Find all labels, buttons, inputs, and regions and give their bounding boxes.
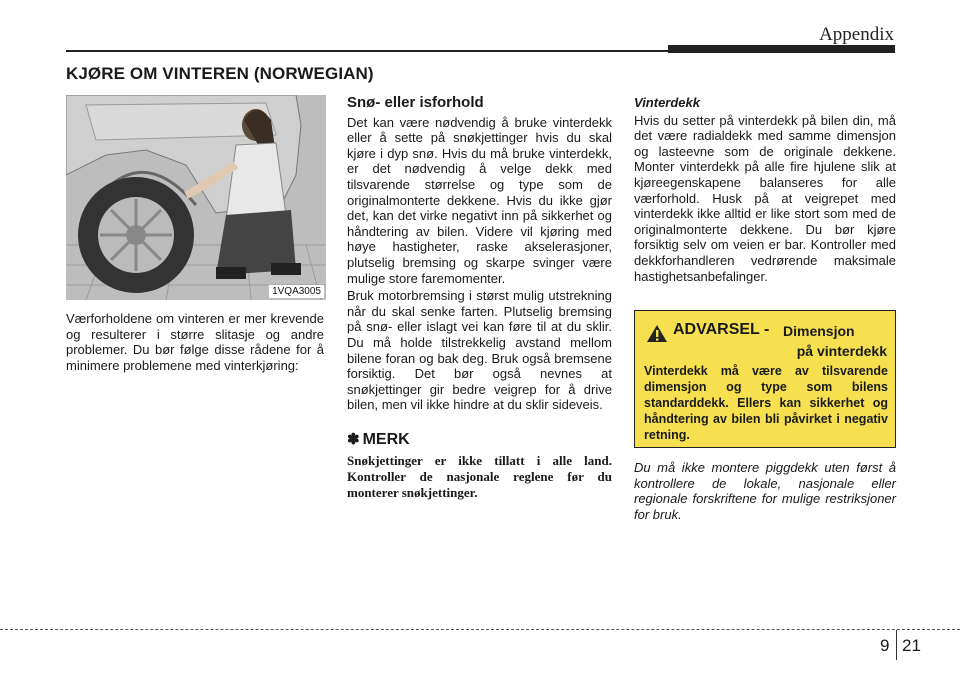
footer-rule — [0, 629, 960, 630]
warning-text: Vinterdekk må være av tilsvarende dimensjon og type som bilens standarddekk. Ellers kan sikkerhet og håndtering av bilen bli påvirket i negativ retning. — [644, 364, 888, 442]
snow-ice-paragraph-1: Det kan være nødvendig å bruke vinterdekk eller å sette på snøkjettinger hvis du skal kjøre i dyp snø. Hvis du må bruke vinterdekk, er det nødvendig å velge dekk med tilsvarende størrelse og type som de originalmonterte dekkene. Hvis du ikke gjør det, kan det virke negativt inn på sikkerhet og håndtering av bilen. Videre vil kjøring med høye hastigheter, raske akselerasjoner, plutselig bremsing og skarpe svinger være mulige store faremomenter. — [347, 114, 612, 286]
warning-box — [634, 310, 896, 448]
warning-triangle-icon — [646, 324, 668, 343]
winter-tire-heading: Vinterdekk — [634, 95, 700, 110]
note-heading-label: MERK — [362, 430, 410, 448]
footer-separator — [896, 630, 897, 660]
header-bar — [668, 45, 895, 53]
page-title: KJØRE OM VINTEREN (NORWEGIAN) — [66, 64, 374, 83]
column-3 — [634, 95, 896, 284]
column-2 — [347, 95, 612, 501]
note-asterisk-icon: ✽ — [347, 430, 360, 448]
snow-ice-paragraph-2: Bruk motorbremsing i størst mulig utstrekning når du skal senke farten. Plutselig bremsing på snø- eller islagt vei kan føre til at du sklir. Du må holde tilstrekkelig avstand mellom bilene foran og bak deg. Bruk også bremsene forsiktig. Det bør også nevnes at snøkjettinger gir bedre veigrep for å drive bilen, men vil ikke hindre at du sklir sideveis. — [347, 288, 612, 413]
studded-tire-note: Du må ikke montere piggdekk uten først å kontrollere de lokale, nasjonale eller regionale forskriftene for mulige restriksjoner for bruk. — [634, 460, 896, 522]
warning-title: ADVARSEL - — [673, 321, 770, 338]
winter-tire-paragraph: Hvis du setter på vinterdekk på bilen din, må det være radialdekk med samme dimensjon og lasteevne som de originale dekkene. Monter vinterdekk på alle fire hjulene slik at kjøreegenskapene balanseres for alle værforhold. Husk på at veigrepet med vinterdekk ikke alltid er like stort som med de originalmonterte dekkene. Du bør kjøre forsiktig selv om veien er bar. Kontroller med dekkforhandleren vedrørende maksimale hastighetsanbefalinger. — [634, 112, 896, 284]
note-heading — [347, 432, 612, 448]
figure-photo — [66, 95, 326, 300]
tire-illustration — [66, 95, 326, 300]
column-1 — [66, 311, 324, 373]
snow-ice-heading: Snø- eller isforhold — [347, 94, 484, 111]
warning-subtitle-2: på vinterdekk — [796, 343, 887, 359]
header-rule — [66, 50, 668, 52]
page-number: 21 — [902, 636, 921, 655]
note-text: Snøkjettinger er ikke tillatt i alle land. Kontroller de nasjonale reglene før du monterer snøkjettinger. — [347, 453, 612, 501]
warning-subtitle-1: Dimensjon — [783, 323, 855, 339]
intro-paragraph: Værforholdene om vinteren er mer krevende og resulterer i større slitasje og andre problemer. Du bør følge disse rådene for å minimere problemene med vinterkjøring: — [66, 311, 324, 373]
chapter-number: 9 — [880, 636, 890, 655]
figure-code: 1VQA3005 — [269, 285, 324, 298]
header-section-title: Appendix — [819, 24, 894, 45]
